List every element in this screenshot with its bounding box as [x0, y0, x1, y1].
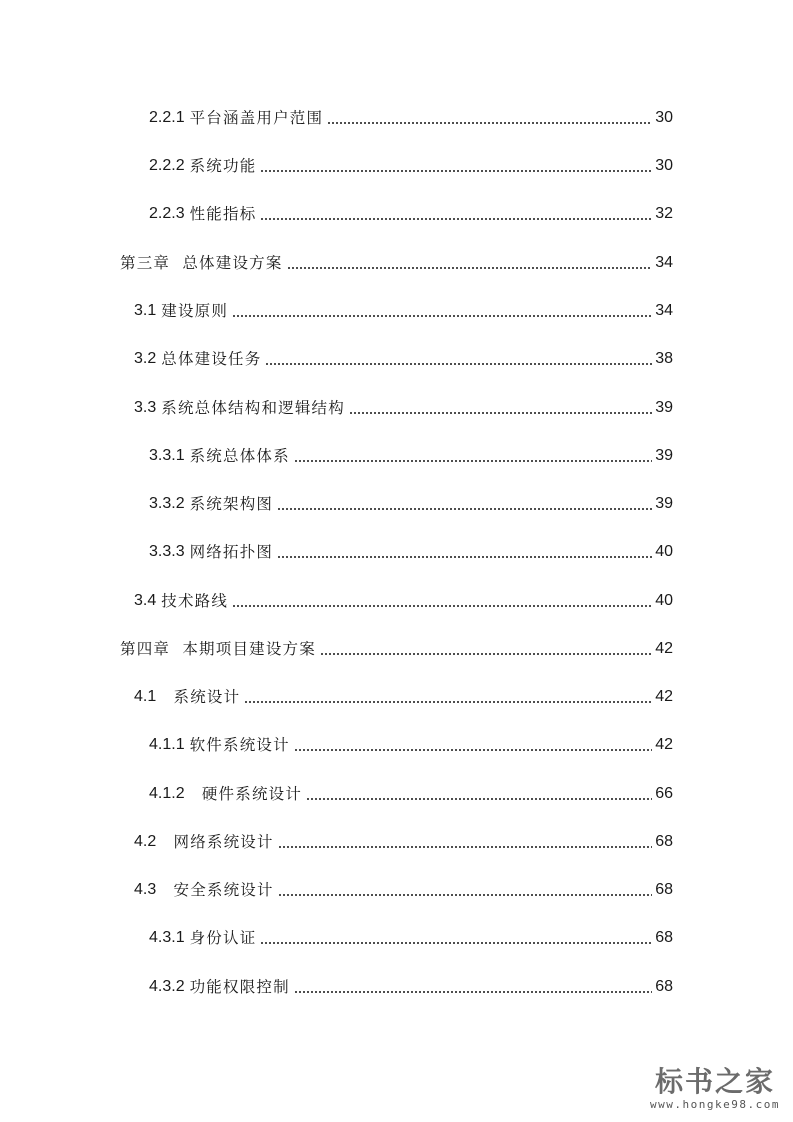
- toc-dot-leader: [294, 460, 652, 462]
- toc-entry-chapter-4[interactable]: [120, 635, 673, 659]
- toc-entry-2-2-2[interactable]: [149, 152, 673, 176]
- toc-page-number: 68: [655, 881, 673, 898]
- toc-page-number: 30: [655, 109, 673, 126]
- toc-title: 系统总体结构和逻辑结构: [161, 399, 345, 417]
- toc-page-number: 38: [655, 350, 673, 367]
- toc-entry-3-3-3[interactable]: [149, 538, 673, 562]
- toc-number: 3.3.2: [149, 495, 185, 512]
- toc-entry-3-3-2[interactable]: [149, 490, 673, 514]
- site-watermark: [640, 1066, 790, 1116]
- toc-entry-2-2-1[interactable]: [149, 104, 673, 128]
- toc-entry-3-2[interactable]: [134, 345, 673, 369]
- toc-page-number: 42: [655, 736, 673, 753]
- toc-dot-leader: [327, 122, 652, 124]
- toc-dot-leader: [278, 894, 652, 896]
- toc-page-number: 68: [655, 978, 673, 995]
- toc-number: 3.3: [134, 399, 157, 416]
- toc-page-number: 32: [655, 205, 673, 222]
- toc-title: 第四章 本期项目建设方案: [120, 640, 316, 658]
- toc-dot-leader: [294, 991, 652, 993]
- toc-entry-4-1-2[interactable]: [149, 780, 673, 804]
- toc-dot-leader: [232, 605, 652, 607]
- toc-title: 系统架构图: [189, 495, 274, 513]
- toc-number: 2.2.3: [149, 205, 185, 222]
- toc-page-number: 68: [655, 929, 673, 946]
- toc-page-number: 68: [655, 833, 673, 850]
- toc-number: 2.2.2: [149, 157, 185, 174]
- toc-entry-3-1[interactable]: [134, 297, 673, 321]
- toc-dot-leader: [260, 218, 652, 220]
- toc-entry-4-1-1[interactable]: [149, 731, 673, 755]
- toc-entry-3-3[interactable]: [134, 394, 673, 418]
- toc-dot-leader: [244, 701, 652, 703]
- toc-dot-leader: [277, 556, 652, 558]
- toc-dot-leader: [306, 798, 652, 800]
- toc-number: 3.3.1: [149, 447, 185, 464]
- toc-dot-leader: [265, 363, 652, 365]
- toc-page-number: 40: [655, 543, 673, 560]
- toc-number: 3.3.3: [149, 543, 185, 560]
- toc-title: 功能权限控制: [189, 978, 290, 996]
- toc-dot-leader: [260, 170, 652, 172]
- toc-page-number: 42: [655, 688, 673, 705]
- toc-title: 建设原则: [161, 302, 229, 320]
- toc-number: 3.4: [134, 592, 157, 609]
- toc-entry-4-1[interactable]: [134, 683, 673, 707]
- toc-entry-3-4[interactable]: [134, 587, 673, 611]
- toc-number: 4.1.1: [149, 736, 185, 753]
- toc-title: 网络拓扑图: [189, 543, 274, 561]
- toc-number: 4.2: [134, 833, 157, 850]
- toc-entry-4-3-1[interactable]: [149, 924, 673, 948]
- toc-entry-4-3-2[interactable]: [149, 973, 673, 997]
- toc-dot-leader: [294, 749, 652, 751]
- toc-title: 软件系统设计: [189, 736, 290, 754]
- toc-title: 系统功能: [189, 157, 257, 175]
- toc-dot-leader: [277, 508, 652, 510]
- toc-title: 第三章 总体建设方案: [120, 254, 283, 272]
- watermark-logo: 标书之家: [654, 1065, 775, 1098]
- toc-page-number: 40: [655, 592, 673, 609]
- toc-dot-leader: [260, 942, 652, 944]
- toc-title: 网络系统设计: [161, 833, 274, 851]
- toc-number: 4.3.2: [149, 978, 185, 995]
- toc-entry-4-2[interactable]: [134, 828, 673, 852]
- toc-number: 4.1.2: [149, 785, 185, 802]
- toc-number: 3.2: [134, 350, 157, 367]
- toc-dot-leader: [232, 315, 652, 317]
- toc-page-number: 66: [655, 785, 673, 802]
- toc-number: 4.1: [134, 688, 157, 705]
- toc-title: 技术路线: [161, 592, 229, 610]
- toc-entry-3-3-1[interactable]: [149, 442, 673, 466]
- toc-number: 4.3: [134, 881, 157, 898]
- toc-page-number: 34: [655, 302, 673, 319]
- toc-entry-2-2-3[interactable]: [149, 200, 673, 224]
- toc-number: 3.1: [134, 302, 157, 319]
- toc-number: 4.3.1: [149, 929, 185, 946]
- toc-title: 总体建设任务: [161, 350, 262, 368]
- toc-title: 硬件系统设计: [189, 785, 303, 803]
- toc-page-number: 39: [655, 447, 673, 464]
- toc-title: 平台涵盖用户范围: [189, 109, 324, 127]
- toc-title: 身份认证: [189, 929, 257, 947]
- toc-title: 系统总体体系: [189, 447, 290, 465]
- toc-page-number: 39: [655, 399, 673, 416]
- toc-title: 性能指标: [189, 205, 257, 223]
- toc-page-number: 42: [655, 640, 673, 657]
- watermark-url: www.hongke98.com: [650, 1098, 780, 1111]
- toc-page-number: 39: [655, 495, 673, 512]
- toc-page-number: 30: [655, 157, 673, 174]
- toc-dot-leader: [349, 412, 652, 414]
- toc-page-number: 34: [655, 254, 673, 271]
- toc-entry-4-3[interactable]: [134, 876, 673, 900]
- toc-dot-leader: [278, 846, 652, 848]
- toc-dot-leader: [287, 267, 653, 269]
- toc-number: 2.2.1: [149, 109, 185, 126]
- toc-entry-chapter-3[interactable]: [120, 249, 673, 273]
- toc-title: 系统设计: [161, 688, 241, 706]
- toc-title: 安全系统设计: [161, 881, 274, 899]
- toc-dot-leader: [320, 653, 652, 655]
